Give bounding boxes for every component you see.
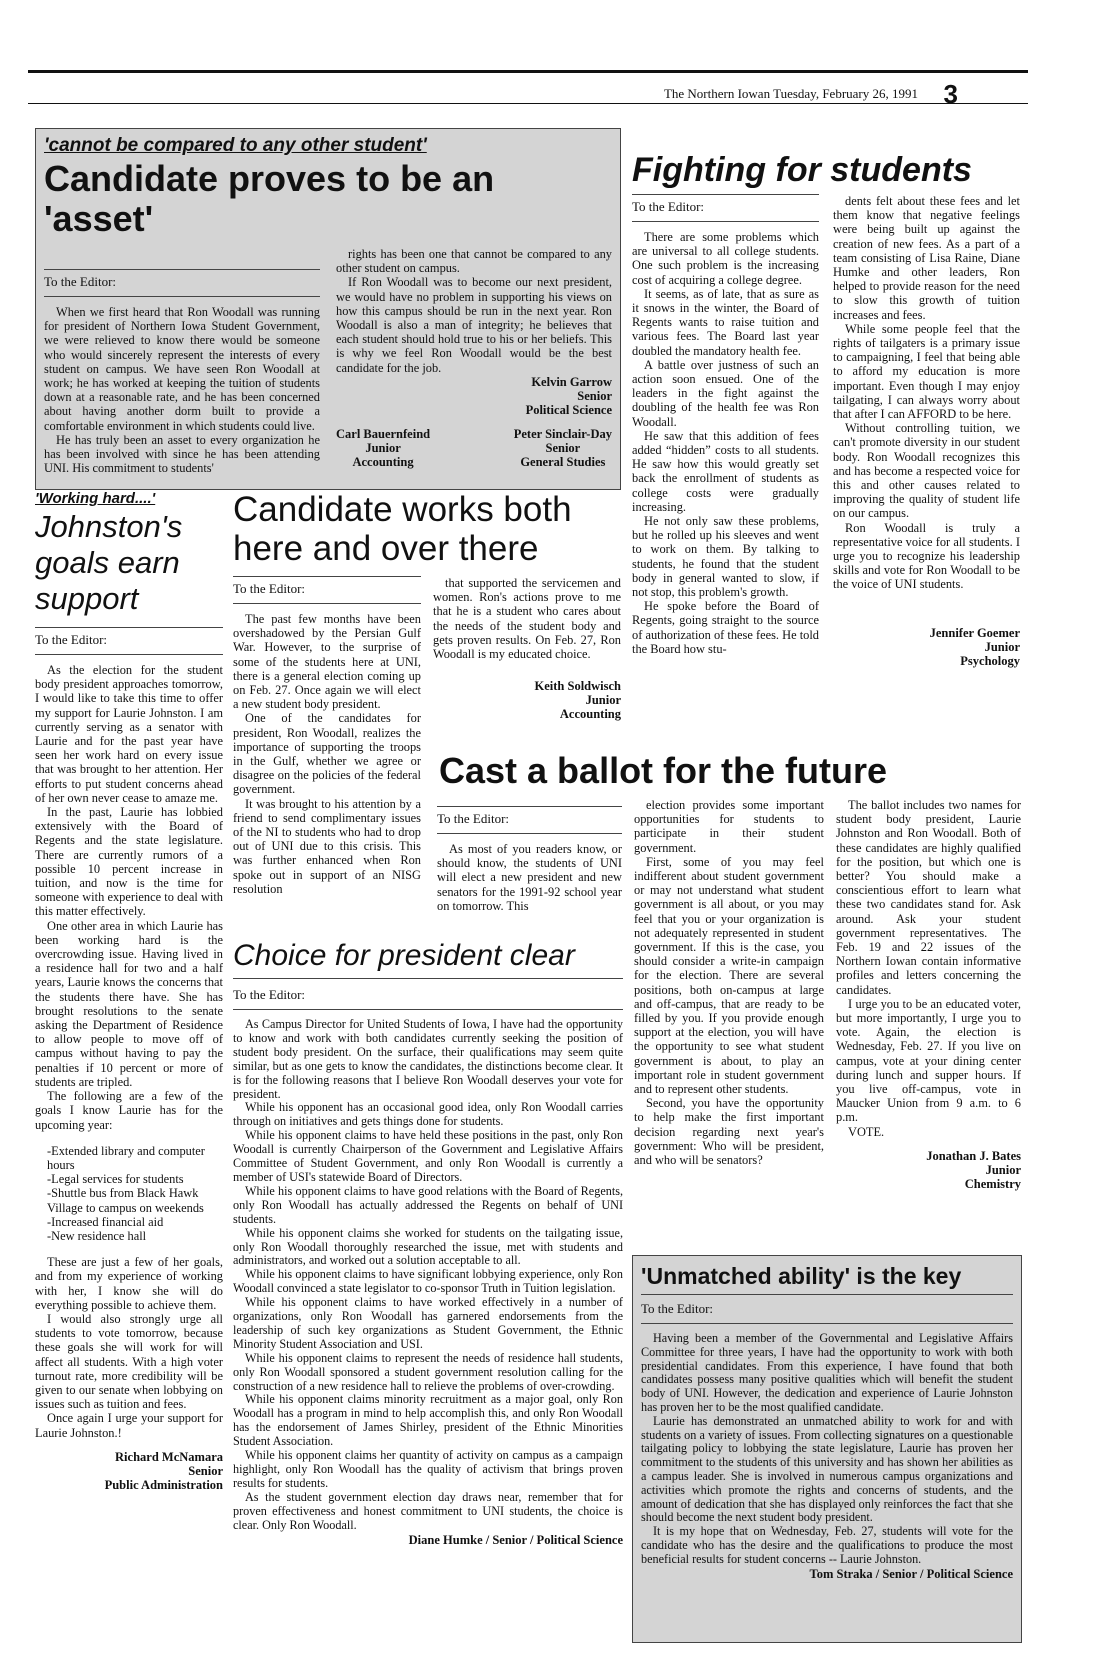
choice-letter (233, 938, 623, 1648)
unmatched-to-editor: To the Editor: (641, 1297, 1013, 1324)
ballot-headline: Cast a ballot for the future (439, 750, 888, 791)
page-number: 3 (943, 79, 958, 109)
list-item: -Increased financial aid (47, 1214, 164, 1229)
list-item: -New residence hall (47, 1228, 147, 1243)
ballot-to-editor: To the Editor: (437, 806, 622, 834)
johnston-letter (35, 490, 223, 1645)
johnston-body: As the election for the student body president approaches tomorrow, I would like to take this time to offer my support for Laurie Johnston. I am currently serving as a senator with Laurie and for the past year have seen her work hard on every issue that was brought to her attention. Her efforts to put student concerns ahead of her own never cease to amaze me. In the past, Laurie has lobbied extensively with the Board of Regents and the state legislature. There are currently rumors of a possible 10 percent increase in tuition, and now is the time for someone with experience to deal with this matter effectively. One other area in which Laurie has been working hard is the overcrowding issue. Having lived in a residence hall for two and a half years, Laurie knows the concerns that the students there have. She has brought resolutions to the senate asking the Department of Residence to allow people to move off of campus without having to pay the penalties if 10 percent or more of students are tripled. The following are a few of the goals I know Laurie has for the upcoming year: (35, 663, 223, 1132)
ballot-col2: election provides some important opportunities for students to participate in their student government. First, some of you may feel indifferent about student government or may not understand what student government is all about, or you may feel that you or your organization is not adequately represented in student government. If this is the case, you should consider a write-in campaign for the election. There are several positions, both on-campus at large and off-campus, that are ready to be filled by you. If you provide enough support at the election, you will have the opportunity to see what student government is about, to play an important role in student government and to represent other students. Second, you have the opportunity to help make the first important decision regarding next year's government: Who will be president, and who will be senators? (634, 798, 824, 1168)
both-col1: The past few months have been overshadowed by the Persian Gulf War. However, to the surprise of some of the students here at UNI, there is a general election coming up on Feb. 27. Once again we will elect a new student body president. One of the candidates for president, Ron Woodall, realizes the importance of supporting the troops in the Gulf, whether we agree or disagree on the policies of the federal government. It was brought to his attention by a friend to send complimentary issues of the NI to students who had to drop out of UNI due to this crisis. This was further enhanced when Ron spoke out in support of an NISG resolution (233, 612, 421, 896)
page-header (28, 70, 1028, 109)
fighting-headline: Fighting for students (632, 151, 972, 189)
johnston-signature: Richard McNamara Senior Public Administration (104, 1449, 223, 1492)
masthead: The Northern Iowan Tuesday, February 26, 1991 (663, 86, 918, 101)
asset-headline: Candidate proves to be an 'asset' (44, 158, 495, 239)
asset-signature-1: Kelvin Garrow Senior Political Science (525, 374, 612, 417)
both-to-editor: To the Editor: (233, 576, 421, 604)
unmatched-body: Having been a member of the Governmental and Legislative Affairs Committee for three years, I have had the opportunity to work with both presidential candidates. From this experience, I have found that both candidates possess many positive qualities which will benefit the student body of UNI. However, the dedication and experience of Laurie Johnston has proven her to be the most qualified candidate. Laurie has demonstrated an unmatched ability to work for and with students on a variety of issues. From collecting signatures on a questionable tailgating policy to lobbying the state legislature, Laurie has proven her commitment to the students of this university and has shown her abilities as a campus leader. She is involved in numerous campus organizations and activities which promote the rights and concerns of students, and the amount of dedication that she has displayed only reinforces the fact that she should become the next student body president. It is my hope that on Wednesday, Feb. 27, students will vote for the candidate who has the desire and the qualifications to produce the most beneficial results for student concerns -- Laurie Johnston. (641, 1331, 1013, 1566)
johnston-kicker: 'Working hard....' (35, 490, 156, 507)
both-signature: Keith Soldwisch Junior Accounting (534, 679, 621, 722)
fighting-to-editor: To the Editor: (632, 194, 819, 222)
asset-to-editor: To the Editor: (44, 269, 320, 297)
choice-body: As Campus Director for United Students of Iowa, I have had the opportunity to know and work with both candidates currently seeking the position of student body president. On the surface, their qualifications may seem quite similar, but as one gets to know the candidates, the distinctions become clear. It is for the following reasons that I believe Ron Woodall deserves your vote for president. While his opponent has an occasional good idea, only Ron Woodall carries through on initiatives and gets things done for students. While his opponent claims to have held these positions in the past, only Ron Woodall is currently Chairperson of the Government and Legislative Affairs Committee of Student Government, and only Ron Woodall is currently a member of USI's statewide Board of Directors. While his opponent claims to have good relations with the Board of Regents, only Ron Woodall has actually addressed the Regents on behalf of UNI students. While his opponent claims she worked for students on the tailgating issue, only Ron Woodall thoroughly researched the issue, met with students and administrators, and worked out a solution acceptable to all. While his opponent claims to have significant lobbying experience, only Ron Woodall convinced a state legislator to co-sponsor Truth in Tuition legislation. While his opponent claims to have worked effectively in a number of organizations, only Ron Woodall has garnered endorsements from the leadership of such key organizations as Student Government, the Ethnic Minority Student Association and USI. While his opponent claims to represent the needs of residence hall students, only Ron Woodall sponsored a student government resolution calling for the construction of a new residence hall to relieve the problems of over-crowding. While his opponent claims minority recruitment as a major goal, only Ron Woodall has a program in mind to help accomplish this, and only Ron Woodall has the endorsement of James Shirley, president of the Ethnic Minorities Student Association. While his opponent claims her quantity of activity on campus as a campaign highlight, only Ron Woodall has the quality of activism that brings proven results for students. As the student government election day draws near, remember that for proven effectiveness and honest commitment to UNI students, the choice is clear. Only Ron Woodall. (233, 1017, 623, 1532)
ballot-col3: The ballot includes two names for student body president, Laurie Johnston and Ron Woodall. Both of these candidates are highly qualified for the position, but which one is better? You should make a conscientious effort to learn what these two candidates stand for. Ask around. Ask your student government representatives. The Feb. 19 and 22 issues of the Northern Iowan contain informative profiles and letters concerning the candidates. I urge you to be an educated voter, but more importantly, I urge you to vote. Again, the election is Wednesday, Feb. 27. If you live on campus, vote at your dining center during lunch and supper hours. If you live off-campus, vote in Maucker Union from 9 a.m. to 6 p.m. VOTE. (836, 798, 1021, 1139)
asset-col1: When we first heard that Ron Woodall was running for president of Northern Iowa Student Government, we were relieved to know there would be someone who would sincerely represent the interests of every student on campus. We have seen Ron Woodall at work; he has worked at keeping the tuition of students down at a reasonable rate, and he has been concerned about having another dorm built to provide a comfortable environment in which students could live. He has truly been an asset to every organization he has been involved with since he has been attending UNI. His commitment to students' (44, 305, 320, 476)
choice-to-editor: To the Editor: (233, 983, 623, 1010)
asset-signature-2: Carl Bauernfeind Junior Accounting (336, 426, 431, 469)
ballot-signature: Jonathan J. Bates Junior Chemistry (926, 1148, 1021, 1191)
asset-letter-box (35, 128, 621, 490)
both-col2: that supported the servicemen and women. Ron's actions prove to me that he is a student who cares about the needs of the student body and gets proven results. On Feb. 27, Ron Woodall is my educated choice. (433, 576, 621, 662)
fighting-col2: dents felt about these fees and let them know that negative feelings were being built up against the creation of new fees. As a part of a team consisting of Lisa Raine, Diane Humke and other leaders, Ron helped to provide reason for the need to slow this growth of tuition increases and fees. While some people feel that the rights of tailgaters is a primary issue to campaigning, I feel that being able to afford my education is more important. Even though I may enjoy tailgating, I can always worry about that after I can AFFORD to be here. Without controlling tuition, we can't promote diversity in our student body. Ron Woodall recognizes this and has become a respected voice for this and other causes related to improving the quality of student life on our campus. Ron Woodall is truly a representative voice for all students. I urge you to recognize his leadership skills and vote for Ron Woodall to be the voice of UNI students. (833, 194, 1020, 592)
list-item: -Shuttle bus from Black Hawk Village to campus on weekends (47, 1186, 204, 1215)
asset-kicker: 'cannot be compared to any other student' (44, 135, 427, 156)
johnston-goals-list (47, 1144, 223, 1243)
unmatched-letter-box (632, 1255, 1022, 1643)
list-item: -Legal services for students (47, 1172, 184, 1187)
johnston-to-editor: To the Editor: (35, 627, 223, 655)
choice-signature: Diane Humke / Senior / Political Science (408, 1532, 623, 1547)
fighting-col1: There are some problems which are universal to all college students. One such problem is the increasing cost of acquiring a college degree. It seems, as of late, that as sure as it snows in the winter, the Board of Regents wants to raise tuition and various fees. The Board last year doubled the mandatory health fee. A battle over justness of such an action soon ensued. One of the leaders in the fight against the doubling of the health fee was Ron Woodall. He saw that this addition of fees added “hidden” costs to all students. He saw how this would greatly set back the enrollment of students as college costs were gradually increasing. He not only saw these problems, but he rolled up his sleeves and went to work on them. By talking to students, he found that the student body in general wanted to slow, if not stop, this problem's growth. He spoke before the Board of Regents, going straight to the source of authorization of these fees. He told the Board how stu- (632, 230, 819, 656)
list-item: -Extended library and computer hours (47, 1143, 205, 1172)
fighting-letter (632, 150, 1020, 750)
johnston-body-after: These are just a few of her goals, and from my experience of working with her, I know she will do everything possible to achieve them. I would also strongly urge all students to vote tomorrow, because these goals she will work for will affect all students. With a high voter turnout rate, more credibility will be given to our senate when lobbying on issues such as tuition and fees. Once again I urge your support for Laurie Johnston.! (35, 1255, 223, 1440)
unmatched-signature: Tom Straka / Senior / Political Science (809, 1566, 1013, 1581)
asset-col2: rights has been one that cannot be compared to any other student on campus. If Ron Woodall was to become our next president, we would have no problem in supporting his views on how this campus should be run in the next year. Ron Woodall is also a man of integrity; he believes that each student should hold true to his or her beliefs. This is why we feel Ron Woodall would be the best candidate for the job. (336, 247, 612, 375)
choice-headline: Choice for president clear (233, 938, 623, 979)
johnston-headline: Johnston's goals earn support (35, 509, 183, 616)
fighting-signature: Jennifer Goemer Junior Psychology (929, 625, 1020, 668)
asset-signature-3: Peter Sinclair-Day Senior General Studies (513, 426, 612, 469)
ballot-col1: As most of you readers know, or should know, the students of UNI will elect a new president and new senators for the 1991-92 school year on tomorrow. This (437, 842, 622, 913)
unmatched-headline: 'Unmatched ability' is the key (641, 1262, 1013, 1295)
both-headline: Candidate works both here and over there (233, 490, 572, 568)
